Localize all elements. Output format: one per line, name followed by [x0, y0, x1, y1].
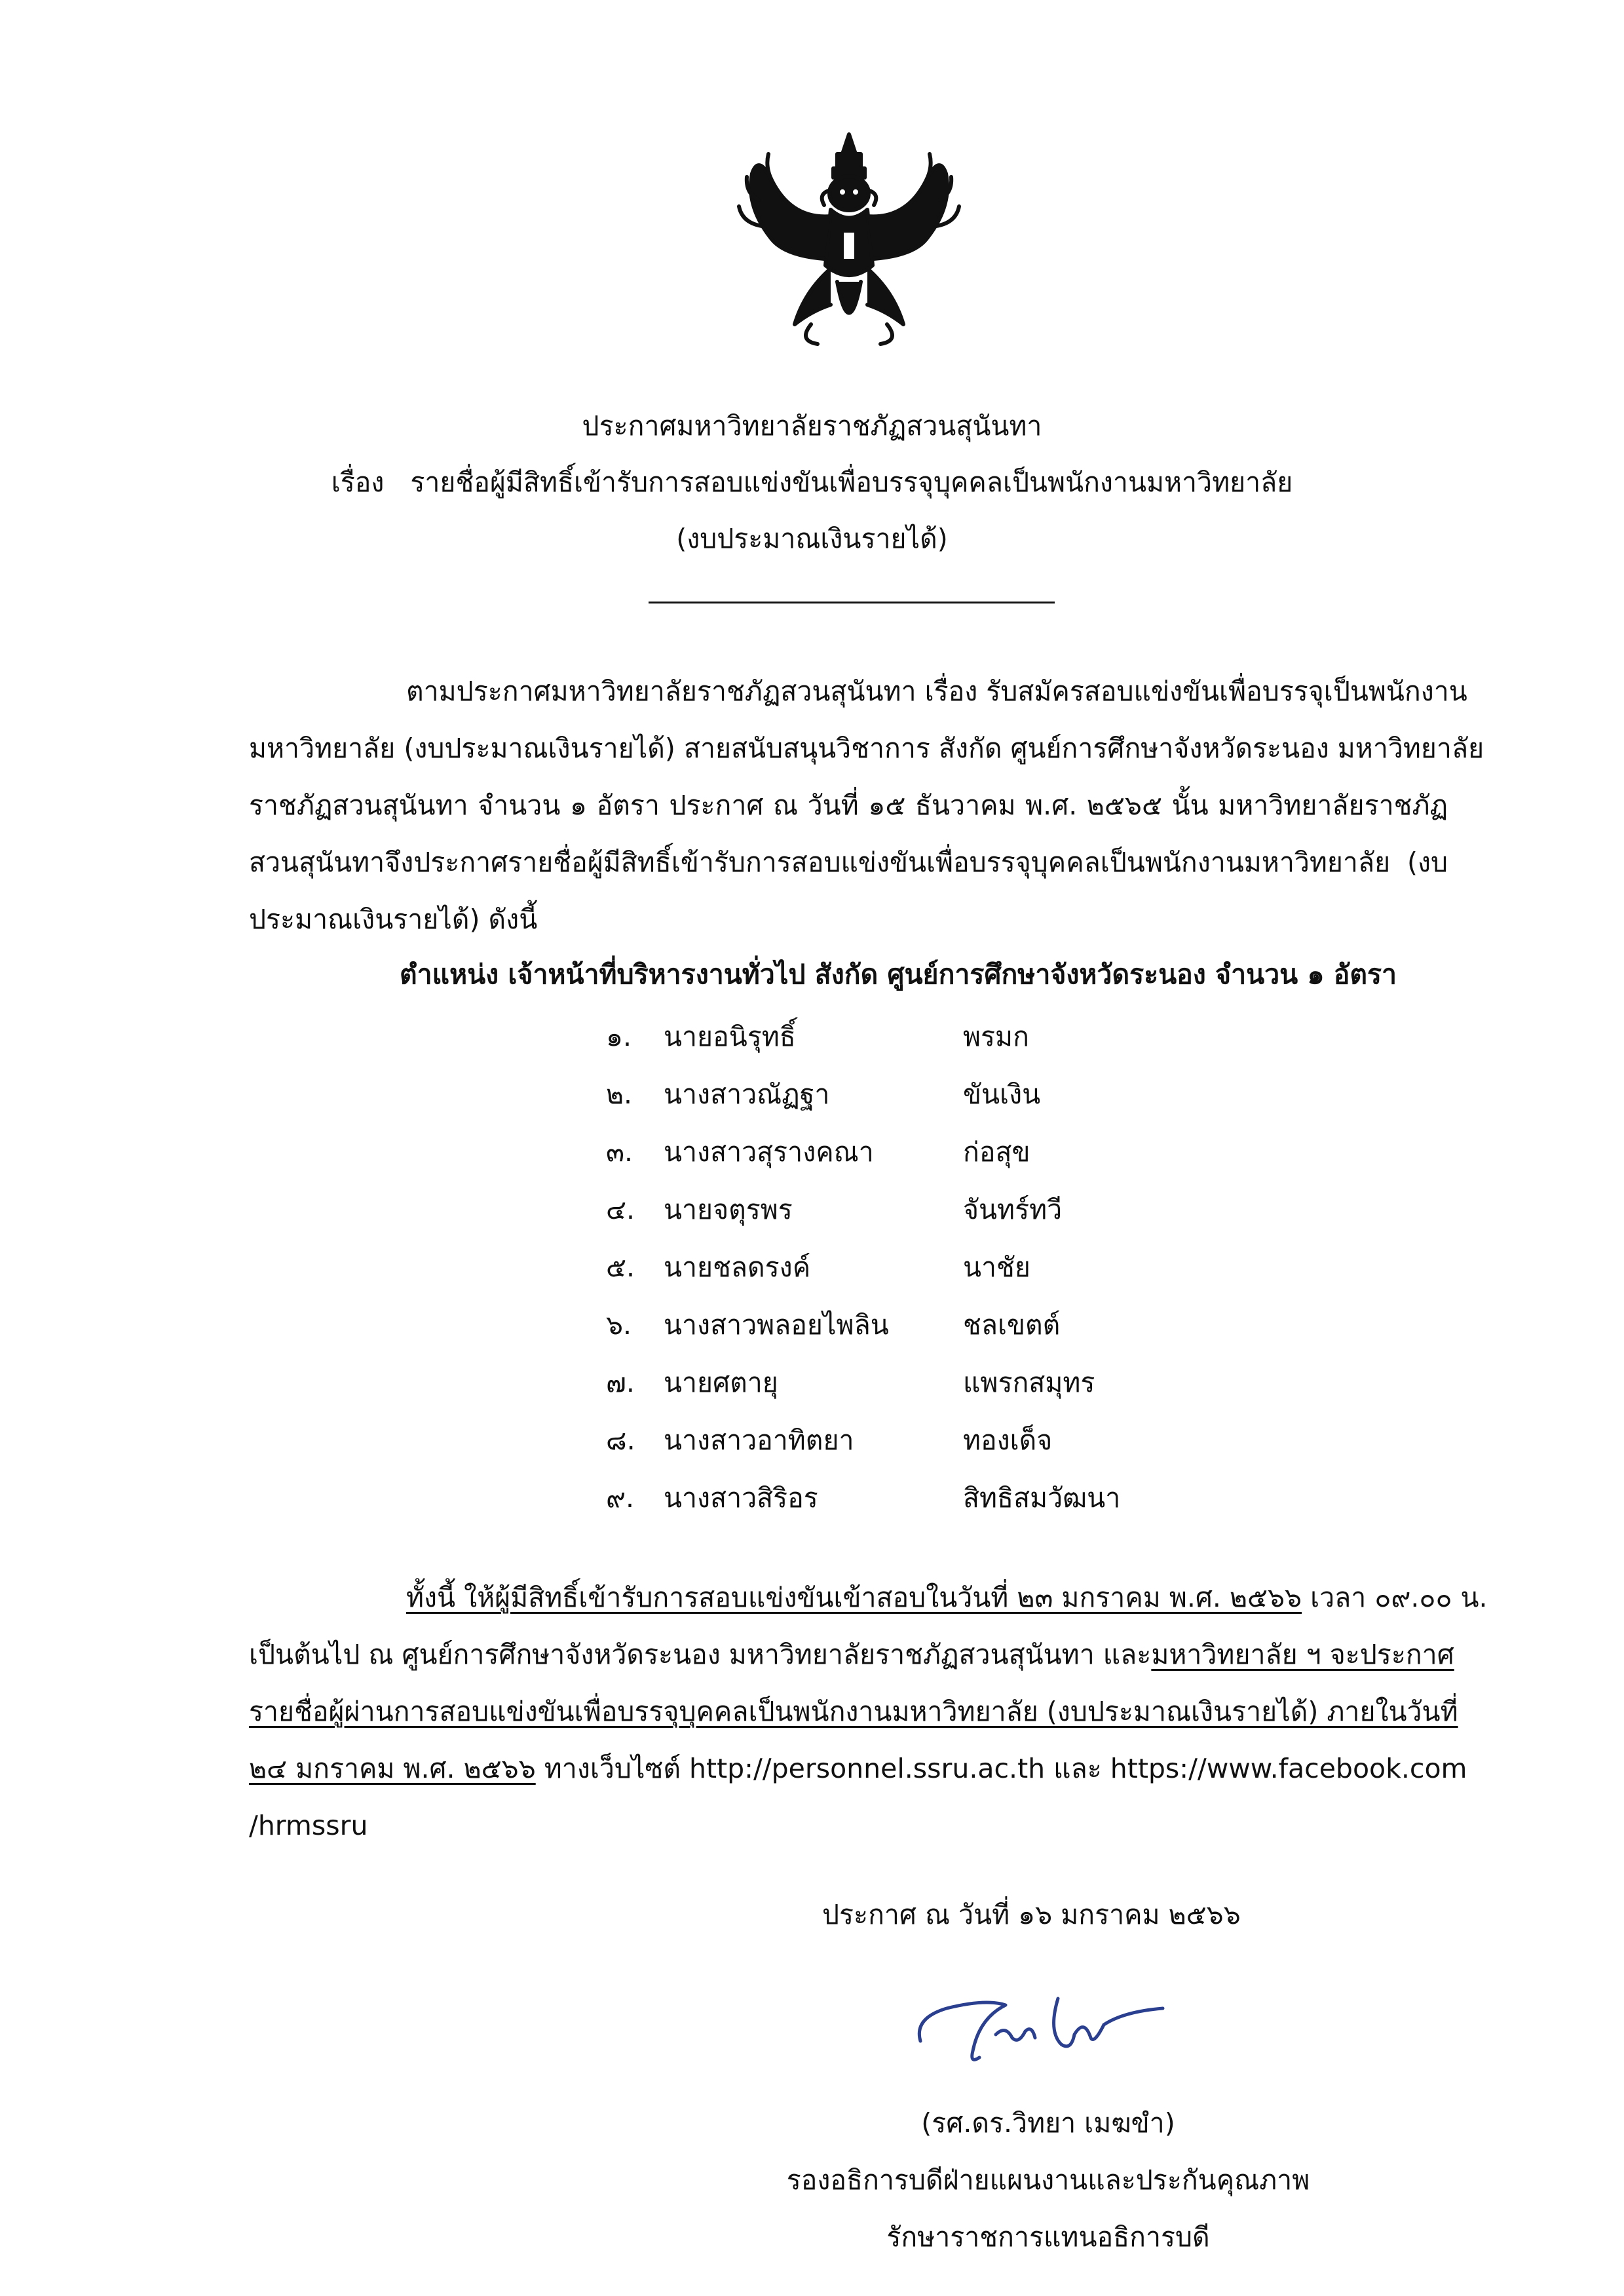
intro-paragraph [249, 663, 1484, 948]
signatory-acting: รักษาราชการแทนอธิการบดี [886, 2221, 1210, 2253]
candidate-number: ๙. [606, 1482, 635, 1514]
candidate-number: ๕. [606, 1252, 635, 1283]
signatory-name: (รศ.ดร.วิทยา เมฆขำ) [921, 2107, 1175, 2139]
candidate-number: ๖. [606, 1309, 632, 1341]
candidate-first-name: นายอนิรุทธิ์ [664, 1021, 796, 1052]
intro-line-1: ตามประกาศมหาวิทยาลัยราชภัฏสวนสุนันทา เรื่อง รับสมัครสอบแข่งขันเพื่อบรรจุเป็นพนักงาน [406, 676, 1467, 707]
notice-exam-date: ทั้งนี้ ให้ผู้มีสิทธิ์เข้ารับการสอบแข่งขันเข้าสอบในวันที่ ๒๓ มกราคม พ.ศ. ๒๕๖๖ [406, 1582, 1302, 1613]
notice-line-2 [249, 1626, 1454, 1683]
garuda-emblem-icon [732, 128, 966, 351]
candidate-last-name: แพรกสมุทร [963, 1367, 1095, 1398]
candidate-last-name: จันทร์ทวี [963, 1194, 1063, 1225]
candidate-first-name: นายจตุรพร [664, 1194, 793, 1225]
notice-line-3: รายชื่อผู้ผ่านการสอบแข่งขันเพื่อบรรจุบุคคลเป็นพนักงานมหาวิทยาลัย (งบประมาณเงินรายได้) ภายในวันที่ [249, 1696, 1458, 1727]
notice-announce-lead: มหาวิทยาลัย ฯ จะประกาศ [1151, 1639, 1454, 1670]
candidate-number: ๘. [606, 1425, 635, 1456]
candidate-first-name: นายศตายุ [664, 1367, 778, 1398]
candidate-first-name: นางสาวณัฏฐา [664, 1079, 830, 1110]
announce-date: ประกาศ ณ วันที่ ๑๖ มกราคม ๒๕๖๖ [822, 1899, 1241, 1930]
candidate-first-name: นางสาวสุรางคณา [664, 1136, 874, 1168]
candidate-last-name: ก่อสุข [963, 1136, 1030, 1168]
announcement-title: ประกาศมหาวิทยาลัยราชภัฏสวนสุนันทา [582, 410, 1042, 442]
exam-notice-paragraph [249, 1569, 1488, 1854]
candidate-last-name: ขันเงิน [963, 1079, 1041, 1110]
candidate-last-name: ชลเขตต์ [963, 1309, 1061, 1341]
candidate-last-name: ทองเด็จ [963, 1425, 1053, 1456]
candidate-number: ๒. [606, 1079, 633, 1110]
candidate-first-name: นางสาวพลอยไพลิน [664, 1309, 889, 1341]
announcement-subject [0, 461, 1624, 504]
intro-line-5: ประมาณเงินรายได้) ดังนี้ [249, 904, 538, 935]
budget-note: (งบประมาณเงินรายได้) [676, 523, 948, 554]
candidate-number: ๓. [606, 1136, 633, 1168]
header-divider [649, 602, 1055, 603]
notice-websites: ทางเว็บไซต์ http://personnel.ssru.ac.th และ https://www.facebook.com [535, 1753, 1467, 1784]
subject-label: เรื่อง [331, 467, 385, 498]
candidate-first-name: นางสาวสิริอร [664, 1482, 818, 1514]
position-heading: ตำแหน่ง เจ้าหน้าที่บริหารงานทั่วไป สังกัด ศูนย์การศึกษาจังหวัดระนอง จำนวน ๑ อัตรา [400, 959, 1397, 990]
candidate-number: ๑. [606, 1021, 632, 1052]
notice-result-date: ๒๔ มกราคม พ.ศ. ๒๕๖๖ [249, 1753, 536, 1784]
notice-line-1 [249, 1569, 1488, 1626]
notice-line-4 [249, 1740, 1467, 1797]
candidate-number: ๔. [606, 1194, 635, 1225]
intro-line-4: สวนสุนันทาจึงประกาศรายชื่อผู้มีสิทธิ์เข้ารับการสอบแข่งขันเพื่อบรรจุบุคคลเป็นพนักงานมหาวิทยาลัย (งบ [249, 847, 1448, 878]
signatory-position: รองอธิการบดีฝ่ายแผนงานและประกันคุณภาพ [786, 2164, 1310, 2196]
candidate-last-name: สิทธิสมวัฒนา [963, 1482, 1121, 1514]
notice-line-5: /hrmssru [249, 1810, 368, 1841]
notice-venue: เป็นต้นไป ณ ศูนย์การศึกษาจังหวัดระนอง มหาวิทยาลัยราชภัฏสวนสุนันทา และ [249, 1639, 1152, 1670]
candidate-first-name: นางสาวอาทิตยา [664, 1425, 854, 1456]
signature-icon [907, 1979, 1169, 2077]
candidate-last-name: นาชัย [963, 1252, 1030, 1283]
candidate-number: ๗. [606, 1367, 635, 1398]
notice-exam-time: เวลา ๐๙.๐๐ น. [1302, 1582, 1488, 1613]
subject-text: รายชื่อผู้มีสิทธิ์เข้ารับการสอบแข่งขันเพื่อบรรจุบุคคลเป็นพนักงานมหาวิทยาลัย [410, 467, 1293, 498]
candidate-last-name: พรมก [963, 1021, 1029, 1052]
intro-line-3: ราชภัฏสวนสุนันทา จำนวน ๑ อัตรา ประกาศ ณ วันที่ ๑๕ ธันวาคม พ.ศ. ๒๕๖๕ นั้น มหาวิทยาลัยราชภัฏ [249, 790, 1448, 821]
intro-line-2: มหาวิทยาลัย (งบประมาณเงินรายได้) สายสนับสนุนวิชาการ สังกัด ศูนย์การศึกษาจังหวัดระนอง มหาวิทยาลัย [249, 733, 1484, 764]
candidate-first-name: นายชลดรงค์ [664, 1252, 811, 1283]
